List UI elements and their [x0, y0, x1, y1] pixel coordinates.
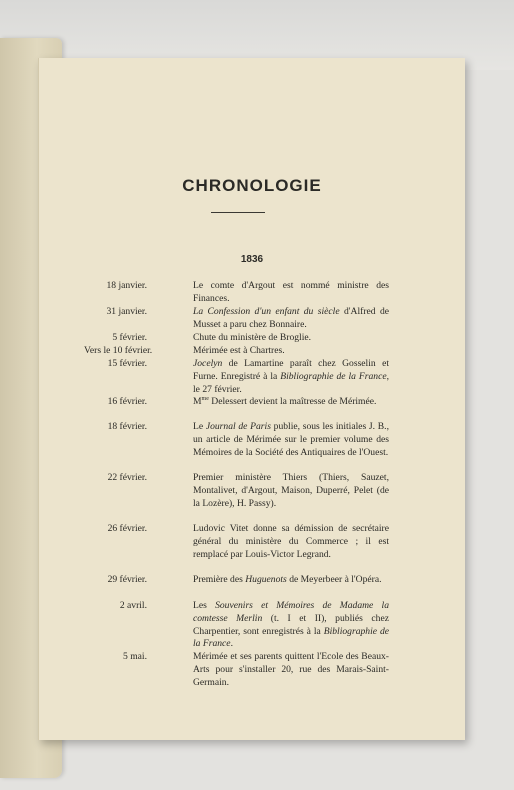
page-title: CHRONOLOGIE: [182, 176, 322, 195]
text-italic: Souvenirs et Mémoires de Madame la comtesse Merlin: [193, 600, 389, 624]
entry-date: 26 février.: [107, 523, 147, 534]
entry-text: Mérimée et ses parents quittent l'Ecole des Beaux-Arts pour s'installer 20, rue des Marais-Saint-Germain.: [193, 651, 389, 688]
entry-text: La Confession d'un enfant du siècle d'Alfred de Musset a paru chez Bonnaire.: [193, 306, 389, 330]
entry-text: Mérimée est à Chartres.: [193, 345, 285, 356]
entry-date: 15 février.: [107, 358, 147, 369]
entry-text: Premier ministère Thiers (Thiers, Sauzet, Montalivet, d'Argout, Maison, Duperré, Pelet (de la Lozère), H. Passy).: [193, 472, 389, 509]
entry-text: Chute du ministère de Broglie.: [193, 332, 312, 343]
text-italic: Bibliographie de la France: [193, 625, 390, 650]
entry-date: 5 février.: [112, 332, 147, 343]
text-italic: Huguenots: [245, 574, 287, 585]
entry-date: 18 février.: [107, 421, 147, 432]
text-italic: Bibliographie de la France: [280, 370, 387, 382]
entry-text: Jocelyn de Lamartine paraît chez Gosselin et Furne. Enregistré à la Bibliographie de la France, le 27 février.: [193, 358, 390, 395]
entry-date: 31 janvier.: [106, 306, 147, 317]
entry-date: 18 janvier.: [106, 280, 147, 291]
entry-text: Première des Huguenots de Meyerbeer à l'Opéra.: [193, 574, 382, 585]
text-italic: Journal de Paris: [205, 421, 271, 432]
entry-text: $M^{me}$ Delessert devient la maîtresse de Mérimée.: [193, 395, 377, 407]
entry-text: Le comte d'Argout est nommé ministre des Finances.: [193, 280, 389, 304]
year-heading: 1836: [240, 254, 264, 265]
entry-text: Ludovic Vitet donne sa démission de secrétaire général du ministère du Commerce ; il est remplacé par Louis-Victor Legrand.: [193, 523, 389, 560]
entry-date: Vers le 10 février.: [84, 345, 153, 356]
entry-text: Les Souvenirs et Mémoires de Madame la comtesse Merlin (t. I et II), publiés chez Charpentier, sont enregistrés à la Bibliographie de la France.: [193, 600, 390, 650]
entry-date: 22 février.: [107, 472, 147, 483]
text-italic: La Confession d'un enfant du siècle: [193, 306, 340, 317]
entry-text: Le Journal de Paris publie, sous les initiales J. B., un article de Mérimée sur le premier volume des Mémoires de la Société des Antiquaires de l'Ouest.: [193, 421, 389, 458]
entry-date: 5 mai.: [123, 651, 147, 662]
entry-date: 29 février.: [107, 574, 147, 585]
book-page: [38, 58, 465, 740]
text-italic: Jocelyn: [193, 358, 223, 369]
title-rule: [211, 212, 265, 213]
entry-date: 16 février.: [107, 396, 147, 407]
entry-date: 2 avril.: [119, 600, 147, 611]
